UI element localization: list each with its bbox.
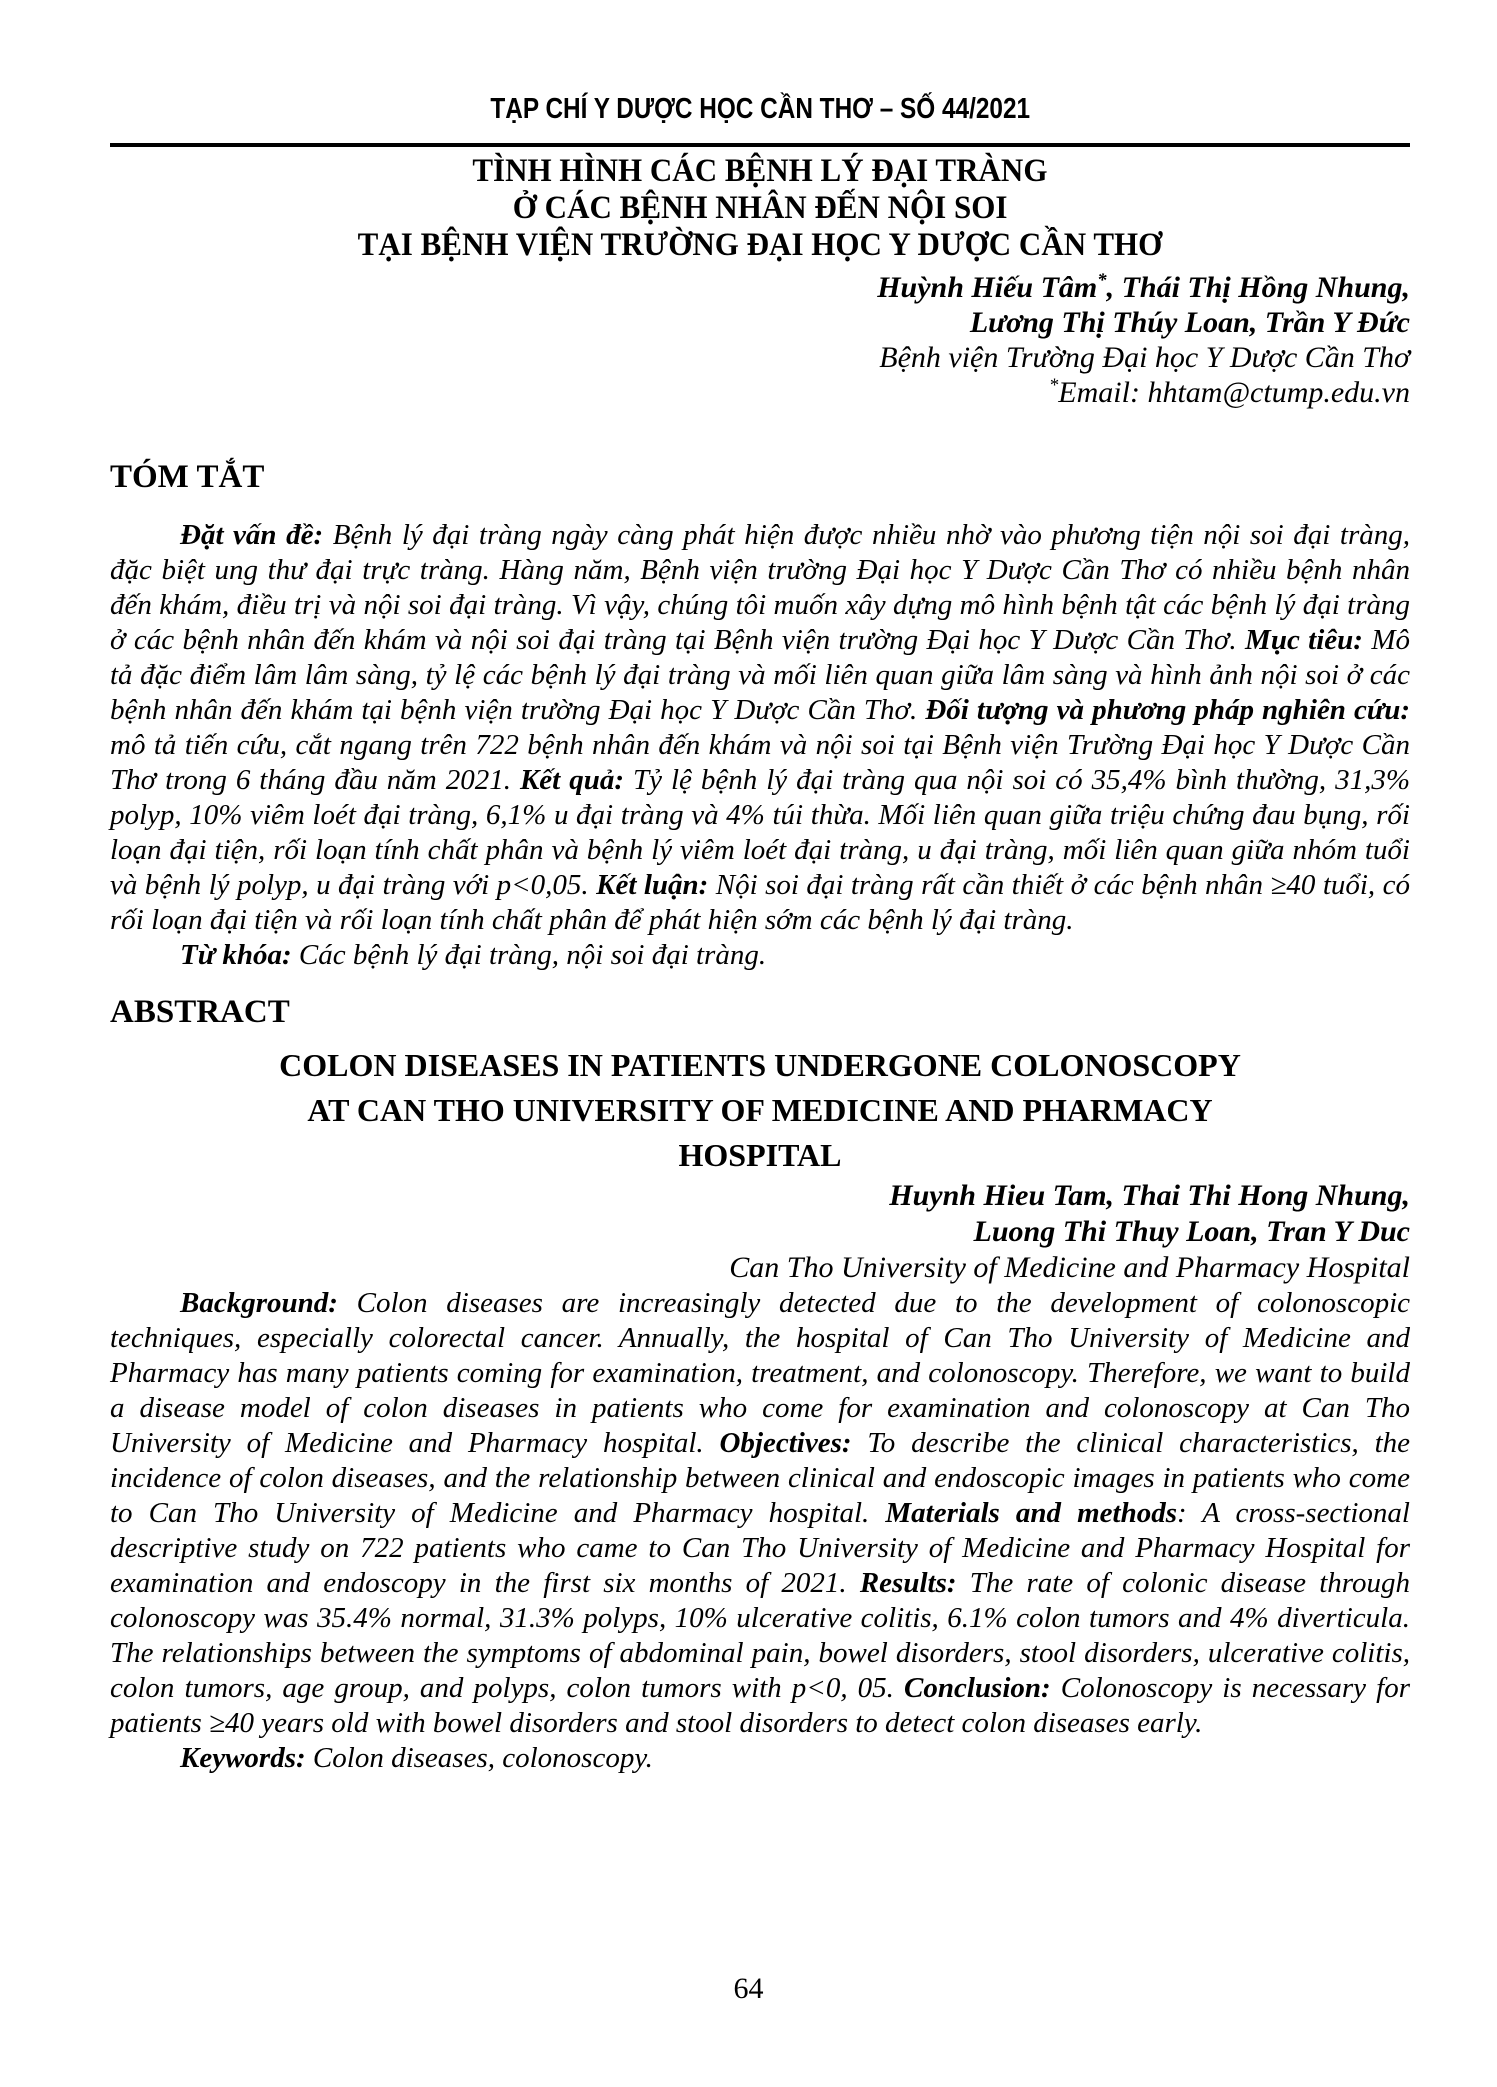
affiliation-en: Can Tho University of Medicine and Pharmacy Hospital [729, 1251, 1410, 1284]
email-line: *Email: hhtam@ctump.edu.vn [1049, 375, 1410, 409]
article-title-vi [110, 153, 1410, 264]
title-line-vi-3: TẠI BỆNH VIỆN TRƯỜNG ĐẠI HỌC Y DƯỢC CẦN THƠ [357, 227, 1163, 263]
abstract-paragraph-en: Background: Colon diseases are increasingly detected due to the development of colonoscopic techniques, especially colorectal cancer. Annually, the hospital of Can Tho University of Medicine and Pharmacy has many patients coming for examination, treatment, and colonoscopy. Therefore, we want to build a disease model of colon diseases in patients who come for examination and colonoscopy at Can Tho University of Medicine and Pharmacy hospital. Objectives: To describe the clinical characteristics, the incidence of colon diseases, and the relationship between clinical and endoscopic images in patients who come to Can Tho University of Medicine and Pharmacy hospital. Materials and methods: A cross-sectional descriptive study on 722 patients who came to Can Tho University of Medicine and Pharmacy Hospital for examination and endoscopy in the first six months of 2021. Results: The rate of colonic disease through colonoscopy was 35.4% normal, 31.3% polyps, 10% ulcerative colitis, 6.1% colon tumors and 4% diverticula. The relationships between the symptoms of abdominal pain, bowel disorders, stool disorders, ulcerative colitis, colon tumors, age group, and polyps, colon tumors with p<0, 05. Conclusion: Colonoscopy is necessary for patients ≥40 years old with bowel disorders and stool disorders to detect colon diseases early. [110, 1287, 1410, 1739]
journal-header [110, 92, 1410, 131]
title-line-en-3: HOSPITAL [678, 1137, 842, 1173]
heading-tom-tat: TÓM TẮT [110, 459, 265, 495]
author-line-vi-2: Lương Thị Thúy Loan, Trần Y Đức [969, 306, 1410, 339]
authors-block-en [110, 1178, 1410, 1286]
heading-abstract: ABSTRACT [110, 994, 290, 1030]
author-line-en-1: Huynh Hieu Tam, Thai Thi Hong Nhung, [889, 1179, 1410, 1212]
affiliation-vi: Bệnh viện Trường Đại học Y Dược Cần Thơ [879, 341, 1410, 374]
header-divider [110, 143, 1410, 147]
journal-header-text: TẠP CHÍ Y DƯỢC HỌC CẦN THƠ – SỐ 44/2021 [490, 93, 1030, 125]
keywords-line-en: Keywords: Colon diseases, colonoscopy. [180, 1742, 653, 1774]
author-line-en-2: Luong Thi Thuy Loan, Tran Y Duc [973, 1215, 1410, 1248]
article-title-en [110, 1043, 1410, 1178]
title-line-en-2: AT CAN THO UNIVERSITY OF MEDICINE AND PHARMACY [307, 1092, 1213, 1128]
abstract-paragraph-vi: Đặt vấn đề: Bệnh lý đại tràng ngày càng phát hiện được nhiều nhờ vào phương tiện nội soi đại tràng, đặc biệt ung thư đại trực tràng. Hàng năm, Bệnh viện trường Đại học Y Dược Cần Thơ có nhiều bệnh nhân đến khám, điều trị và nội soi đại tràng. Vì vậy, chúng tôi muốn xây dựng mô hình bệnh tật các bệnh lý đại tràng ở các bệnh nhân đến khám và nội soi đại tràng tại Bệnh viện trường Đại học Y Dược Cần Thơ. Mục tiêu: Mô tả đặc điểm lâm lâm sàng, tỷ lệ các bệnh lý đại tràng và mối liên quan giữa lâm sàng và hình ảnh nội soi ở các bệnh nhân đến khám tại bệnh viện trường Đại học Y Dược Cần Thơ. Đối tượng và phương pháp nghiên cứu: mô tả tiến cứu, cắt ngang trên 722 bệnh nhân đến khám và nội soi tại Bệnh viện Trường Đại học Y Dược Cần Thơ trong 6 tháng đầu năm 2021. Kết quả: Tỷ lệ bệnh lý đại tràng qua nội soi có 35,4% bình thường, 31,3% polyp, 10% viêm loét đại tràng, 6,1% u đại tràng và 4% túi thừa. Mối liên quan giữa triệu chứng đau bụng, rối loạn đại tiện, rối loạn tính chất phân và bệnh lý viêm loét đại tràng, u đại tràng, mối liên quan giữa nhóm tuổi và bệnh lý polyp, u đại tràng với p<0,05. Kết luận: Nội soi đại tràng rất cần thiết ở các bệnh nhân ≥40 tuổi, có rối loạn đại tiện và rối loạn tính chất phân để phát hiện sớm các bệnh lý đại tràng. [110, 519, 1411, 936]
authors-block-vi [110, 270, 1410, 410]
keywords-line-vi: Từ khóa: Các bệnh lý đại tràng, nội soi đại tràng. [180, 939, 767, 971]
title-line-vi-2: Ở CÁC BỆNH NHÂN ĐẾN NỘI SOI [512, 190, 1008, 226]
author-line-vi-1: Huỳnh Hiếu Tâm*, Thái Thị Hồng Nhung, [877, 270, 1410, 304]
title-line-vi-1: TÌNH HÌNH CÁC BỆNH LÝ ĐẠI TRÀNG [472, 153, 1048, 189]
title-line-en-1: COLON DISEASES IN PATIENTS UNDERGONE COLONOSCOPY [279, 1047, 1241, 1083]
page-number: 64 [733, 1972, 764, 2005]
